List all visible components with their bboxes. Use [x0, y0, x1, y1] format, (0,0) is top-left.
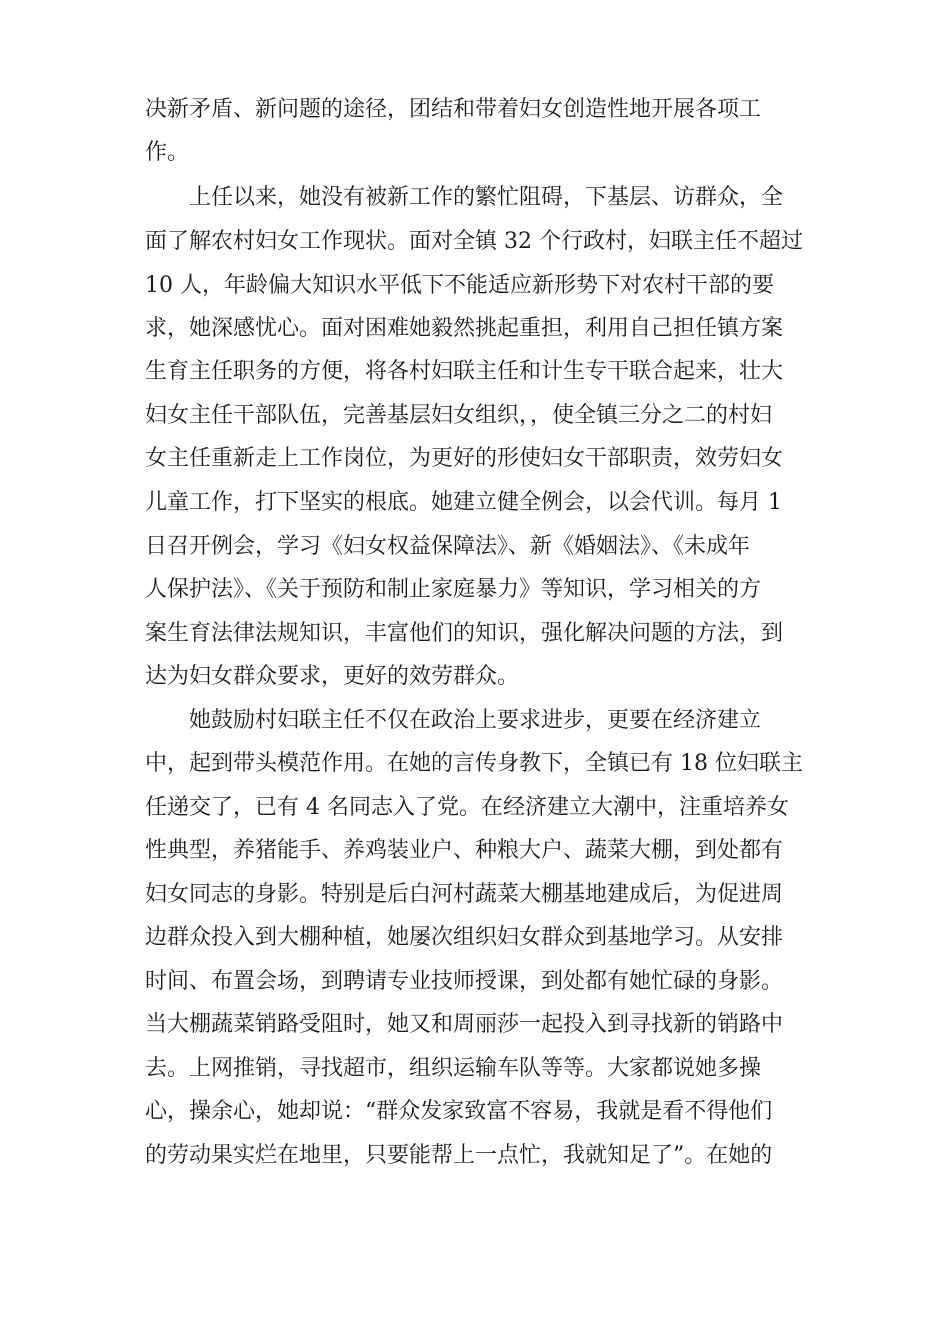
text-line: 人保护法》、《关于预防和制止家庭暴力》等知识，学习相关的方: [145, 577, 762, 602]
text-line: 案生育法律法规知识，丰富他们的知识，强化解决问题的方法，到: [145, 621, 784, 646]
text-line: 任递交了，已有 4 名同志入了党。在经济建立大潮中，注重培养女: [145, 795, 789, 820]
text-line: 的劳动果实烂在地里，只要能帮上一点忙，我就知足了”。在她的: [145, 1143, 773, 1168]
text-line: 作。: [145, 140, 190, 165]
text-line: 决新矛盾、新问题的途径，团结和带着妇女创造性地开展各项工: [145, 97, 762, 122]
text-line: 日召开例会，学习《妇女权益保障法》、新《婚姻法》、《未成年: [145, 534, 751, 559]
text-line: 女主任重新走上工作岗位，为更好的形使妇女干部职责，效劳妇女: [145, 446, 784, 471]
text-line: 妇女主任干部队伍，完善基层妇女组织，，使全镇三分之二的村妇: [145, 403, 773, 428]
text-line: 面了解农村妇女工作现状。面对全镇 32 个行政村，妇联主任不超过: [145, 229, 803, 254]
text-line: 性典型，养猪能手、养鸡装业户、种粮大户、蔬菜大棚，到处都有: [145, 838, 784, 863]
text-line: 边群众投入到大棚种植，她屡次组织妇女群众到基地学习。从安排: [145, 925, 784, 950]
text-line: 妇女同志的身影。特别是后白河村蔬菜大棚基地建成后，为促进周: [145, 882, 784, 907]
text-line: 求，她深感忧心。面对困难她毅然挑起重担，利用自己担任镇方案: [145, 316, 784, 341]
text-line: 心，操余心，她却说：“群众发家致富不容易，我就是看不得他们: [145, 1099, 773, 1124]
text-line: 时间、布置会场，到聘请专业技师授课，到处都有她忙碌的身影。: [145, 969, 784, 994]
text-line: 她鼓励村妇联主任不仅在政治上要求进步，更要在经济建立: [145, 708, 762, 733]
text-line: 当大棚蔬菜销路受阻时，她又和周丽莎一起投入到寻找新的销路中: [145, 1012, 784, 1037]
text-line: 生育主任职务的方便，将各村妇联主任和计生专干联合起来，壮大: [145, 359, 784, 384]
text-line: 上任以来，她没有被新工作的繁忙阻碍，下基层、访群众，全: [145, 185, 784, 210]
text-line: 儿童工作，打下坚实的根底。她建立健全例会，以会代训。每月 1: [145, 490, 782, 515]
text-line: 中，起到带头模范作用。在她的言传身教下，全镇已有 18 位妇联主: [145, 751, 803, 776]
text-line: 10 人，年龄偏大知识水平低下不能适应新形势下对农村干部的要: [145, 273, 774, 298]
text-line: 达为妇女群众要求，更好的效劳群众。: [145, 664, 520, 689]
text-line: 去。上网推销，寻找超市，组织运输车队等等。大家都说她多操: [145, 1056, 762, 1081]
